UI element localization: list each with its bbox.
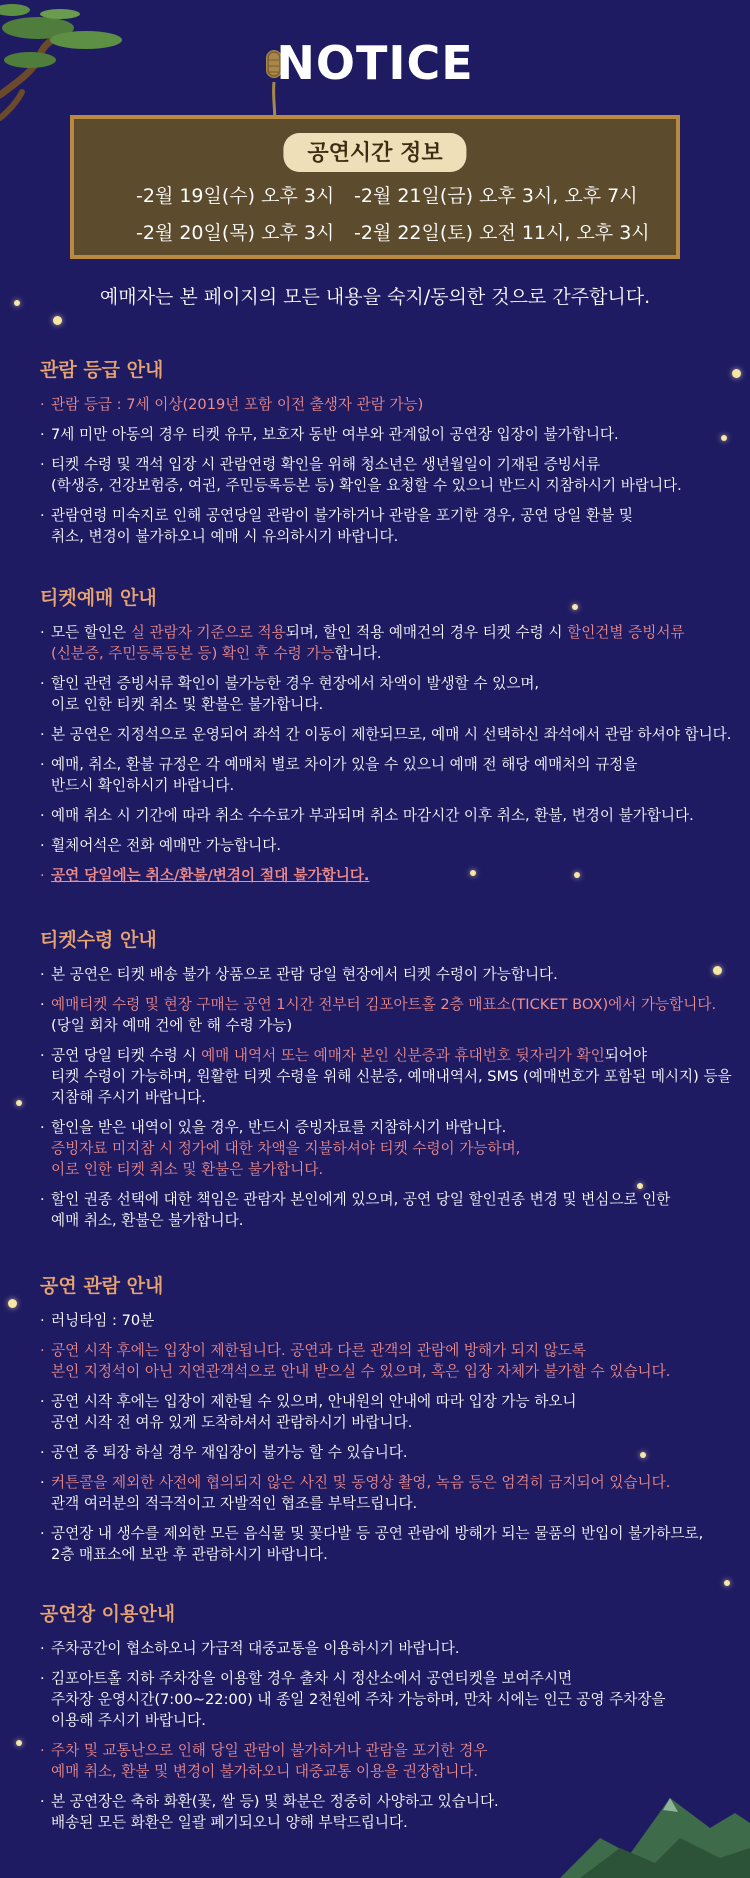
list-item: · 관람 등급 : 7세 이상(2019년 포함 이전 출생자 관람 가능) xyxy=(40,394,730,415)
list-item: · 주차 및 교통난으로 인해 당일 관람이 불가하거나 관람을 포기한 경우 예매 취소, 환불 및 변경이 불가하오니 대중교통 이용을 권장합니다. xyxy=(40,1740,730,1782)
showtime-item: -2월 21일(금) 오후 3시, 오후 7시 xyxy=(354,185,638,207)
list-item: · 공연 시작 후에는 입장이 제한될 수 있으며, 안내원의 안내에 따라 입장 가능 하오니 공연 시작 전 여유 있게 도착하셔서 관람하시기 바랍니다. xyxy=(40,1391,730,1433)
list-item: · 주차공간이 협소하오니 가급적 대중교통을 이용하시기 바랍니다. xyxy=(40,1638,730,1659)
section-heading: 티켓예매 안내 xyxy=(40,587,157,609)
section-heading: 관람 등급 안내 xyxy=(40,359,164,381)
section-heading: 공연 관람 안내 xyxy=(40,1275,164,1297)
list-item: · 공연장 내 생수를 제외한 모든 음식물 및 꽃다발 등 공연 관람에 방해가 되는 물품의 반입이 불가하므로, 2층 매표소에 보관 후 관람하시기 바랍니다. xyxy=(40,1523,730,1565)
showtime-badge: 공연시간 정보 xyxy=(283,133,466,172)
section-viewing-age xyxy=(40,355,730,556)
list-item: · 할인 권종 선택에 대한 책임은 관람자 본인에게 있으며, 공연 당일 할인권종 변경 및 변심으로 인한 예매 취소, 환불은 불가합니다. xyxy=(40,1189,730,1231)
section-venue-info xyxy=(40,1599,730,1842)
list-item: · 할인을 받은 내역이 있을 경우, 반드시 증빙자료를 지참하시기 바랍니다. 증빙자료 미지참 시 정가에 대한 차액을 지불하셔야 티켓 수령이 가능하며, 이로 인한 티켓 취소 및 환불은 불가합니다. xyxy=(40,1117,730,1180)
list-item: · 공연 시작 후에는 입장이 제한됩니다. 공연과 다른 관객의 관람에 방해가 되지 않도록 본인 지정석이 아닌 지연관객석으로 안내 받으실 수 있으며, 혹은 입장 자체가 불가할 수 있습니다. xyxy=(40,1340,730,1382)
list-item: · 본 공연장은 축하 화환(꽃, 쌀 등) 및 화분은 정중히 사양하고 있습니다. 배송된 모든 화환은 일괄 폐기되오니 양해 부탁드립니다. xyxy=(40,1791,730,1833)
showtime-item: -2월 22일(토) 오전 11시, 오후 3시 xyxy=(354,222,650,244)
list-item: · 러닝타임 : 70분 xyxy=(40,1310,730,1331)
agreement-notice: 예매자는 본 페이지의 모든 내용을 숙지/동의한 것으로 간주합니다. xyxy=(99,286,651,308)
list-item: · 본 공연은 지정석으로 운영되어 좌석 간 이동이 제한되므로, 예매 시 선택하신 좌석에서 관람 하셔야 합니다. xyxy=(40,724,730,745)
page-title: NOTICE xyxy=(276,36,474,90)
list-item: · 티켓 수령 및 객석 입장 시 관람연령 확인을 위해 청소년은 생년월일이 기재된 증빙서류 (학생증, 건강보험증, 여권, 주민등록등본 등) 확인을 요청할 수 있으니 반드시 지참하시기 바랍니다. xyxy=(40,454,730,496)
list-item: · 모든 할인은 실 관람자 기준으로 적용되며, 할인 적용 예매건의 경우 티켓 수령 시 할인건별 증빙서류 (신분증, 주민등록등본 등) 확인 후 수령 가능합니다. xyxy=(40,622,730,664)
list-item: · 예매 취소 시 기간에 따라 취소 수수료가 부과되며 취소 마감시간 이후 취소, 환불, 변경이 불가합니다. xyxy=(40,805,730,826)
section-ticket-pickup xyxy=(40,925,730,1240)
list-item: · 공연 당일 티켓 수령 시 예매 내역서 또는 예매자 본인 신분증과 휴대번호 뒷자리가 확인되어야 티켓 수령이 가능하며, 원활한 티켓 수령을 위해 신분증, 예매내역서, SMS (예매번호가 포함된 메시지) 등을 지참해 주시기 바랍니다. xyxy=(40,1045,730,1108)
section-heading: 공연장 이용안내 xyxy=(40,1603,176,1625)
list-item: · 공연 중 퇴장 하실 경우 재입장이 불가능 할 수 있습니다. xyxy=(40,1442,730,1463)
list-item: · 관람연령 미숙지로 인해 공연당일 관람이 불가하거나 관람을 포기한 경우, 공연 당일 환불 및 취소, 변경이 불가하오니 예매 시 유의하시기 바랍니다. xyxy=(40,505,730,547)
section-performance-viewing xyxy=(40,1271,730,1574)
showtime-box xyxy=(70,115,680,259)
list-item: · 7세 미만 아동의 경우 티켓 유무, 보호자 동반 여부와 관계없이 공연장 입장이 불가합니다. xyxy=(40,424,730,445)
list-item: · 예매티켓 수령 및 현장 구매는 공연 1시간 전부터 김포아트홀 2층 매표소(TICKET BOX)에서 가능합니다. (당일 회차 예매 건에 한 해 수령 가능) xyxy=(40,994,730,1036)
list-item: · 할인 관련 증빙서류 확인이 불가능한 경우 현장에서 차액이 발생할 수 있으며, 이로 인한 티켓 취소 및 환불은 불가합니다. xyxy=(40,673,730,715)
section-ticket-booking xyxy=(40,583,730,895)
list-item: · 예매, 취소, 환불 규정은 각 예매처 별로 차이가 있을 수 있으니 예매 전 해당 예매처의 규정을 반드시 확인하시기 바랍니다. xyxy=(40,754,730,796)
list-item: · 공연 당일에는 취소/환불/변경이 절대 불가합니다. xyxy=(40,865,730,886)
list-item: · 본 공연은 티켓 배송 불가 상품으로 관람 당일 현장에서 티켓 수령이 가능합니다. xyxy=(40,964,730,985)
list-item: · 김포아트홀 지하 주차장을 이용할 경우 출차 시 정산소에서 공연티켓을 보여주시면 주차장 운영시간(7:00~22:00) 내 종일 2천원에 주차 가능하며, 만차 시에는 인근 공영 주차장을 이용해 주시기 바랍니다. xyxy=(40,1668,730,1731)
showtime-item: -2월 20일(목) 오후 3시 xyxy=(136,222,335,244)
list-item: · 휠체어석은 전화 예매만 가능합니다. xyxy=(40,835,730,856)
showtime-item: -2월 19일(수) 오후 3시 xyxy=(136,185,335,207)
list-item: · 커튼콜을 제외한 사전에 협의되지 않은 사진 및 동영상 촬영, 녹음 등은 엄격히 금지되어 있습니다. 관객 여러분의 적극적이고 자발적인 협조를 부탁드립니다. xyxy=(40,1472,730,1514)
section-heading: 티켓수령 안내 xyxy=(40,929,157,951)
